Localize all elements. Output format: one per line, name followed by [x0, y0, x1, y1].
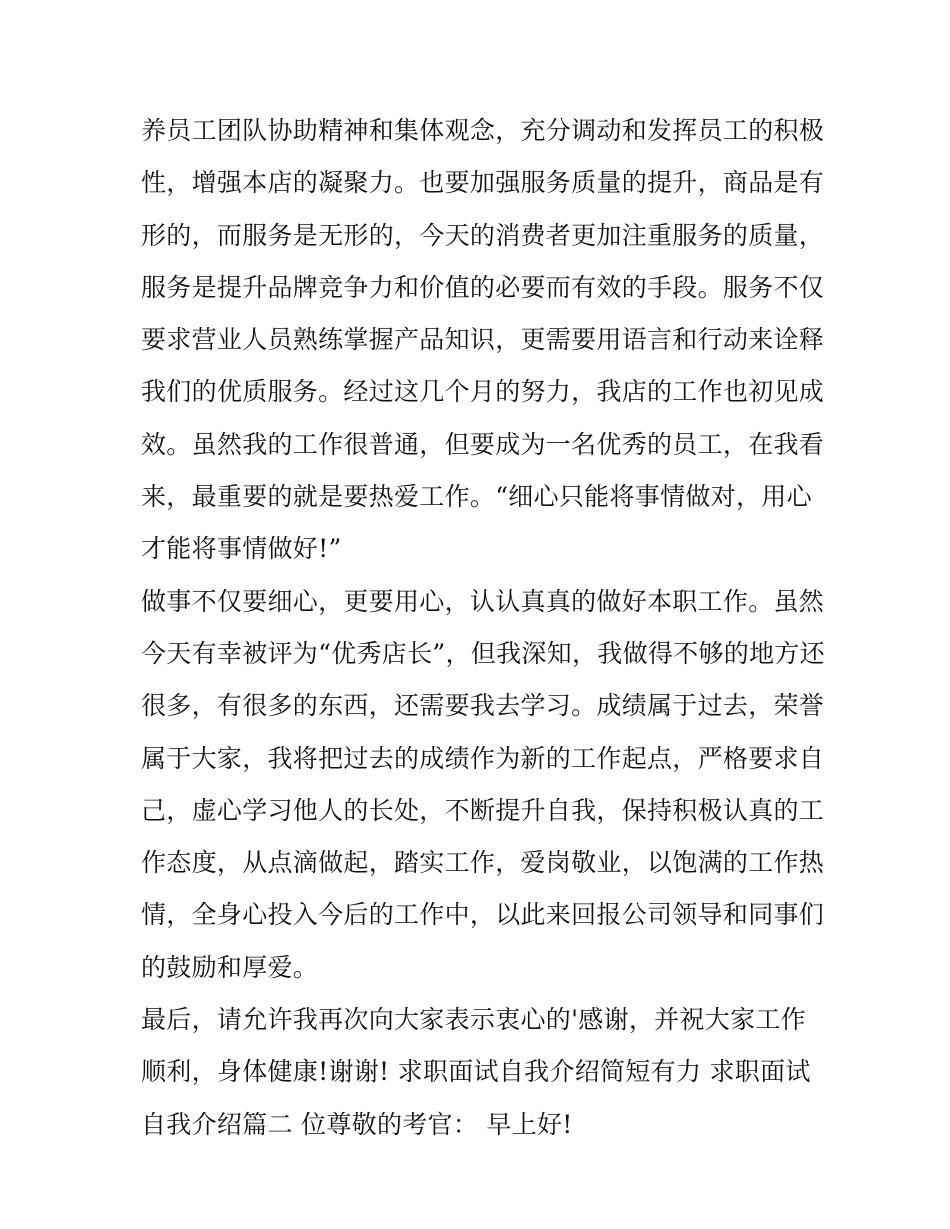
text-line: 的鼓励和厚爱。 — [141, 952, 319, 982]
text-line: 作态度，从点滴做起，踏实工作，爱岗敬业，以饱满的工作热 — [141, 848, 825, 878]
text-line: 做事不仅要细心，更要用心，认认真真的做好本职工作。虽然 — [141, 586, 825, 616]
text-line: 我们的优质服务。经过这几个月的努力，我店的工作也初见成 — [141, 377, 825, 407]
text-line: 来，最重要的就是要热爱工作。“细心只能将事情做对，用心 — [141, 482, 812, 512]
text-line: 自我介绍篇二 位尊敬的考官： 早上好! — [141, 1109, 573, 1139]
text-line: 很多，有很多的东西，还需要我去学习。成绩属于过去，荣誉 — [141, 691, 825, 721]
text-line: 养员工团队协助精神和集体观念，充分调动和发挥员工的积极 — [141, 116, 825, 145]
body-text — [141, 108, 825, 1154]
text-line: 效。虽然我的工作很普通，但要成为一名优秀的员工，在我看 — [141, 429, 825, 459]
text-line: 最后，请允许我再次向大家表示衷心的'感谢，并祝大家工作 — [141, 1005, 806, 1035]
text-line: 属于大家，我将把过去的成绩作为新的工作起点，严格要求自 — [141, 743, 825, 773]
text-line: 服务是提升品牌竞争力和价值的必要而有效的手段。服务不仅 — [141, 272, 825, 302]
text-line: 己，虚心学习他人的长处，不断提升自我，保持积极认真的工 — [141, 795, 825, 825]
text-line: 形的，而服务是无形的，今天的消费者更加注重服务的质量， — [141, 220, 825, 250]
text-line: 性，增强本店的凝聚力。也要加强服务质量的提升，商品是有 — [141, 168, 825, 198]
text-line: 要求营业人员熟练掌握产品知识，更需要用语言和行动来诠释 — [141, 325, 825, 355]
text-line: 才能将事情做好!” — [141, 534, 342, 564]
text-line: 情，全身心投入今后的工作中，以此来回报公司领导和同事们 — [141, 900, 825, 930]
text-line: 顺利，身体健康!谢谢! 求职面试自我介绍简短有力 求职面试 — [141, 1057, 811, 1087]
text-line: 今天有幸被评为“优秀店长”，但我深知，我做得不够的地方还 — [141, 638, 825, 668]
